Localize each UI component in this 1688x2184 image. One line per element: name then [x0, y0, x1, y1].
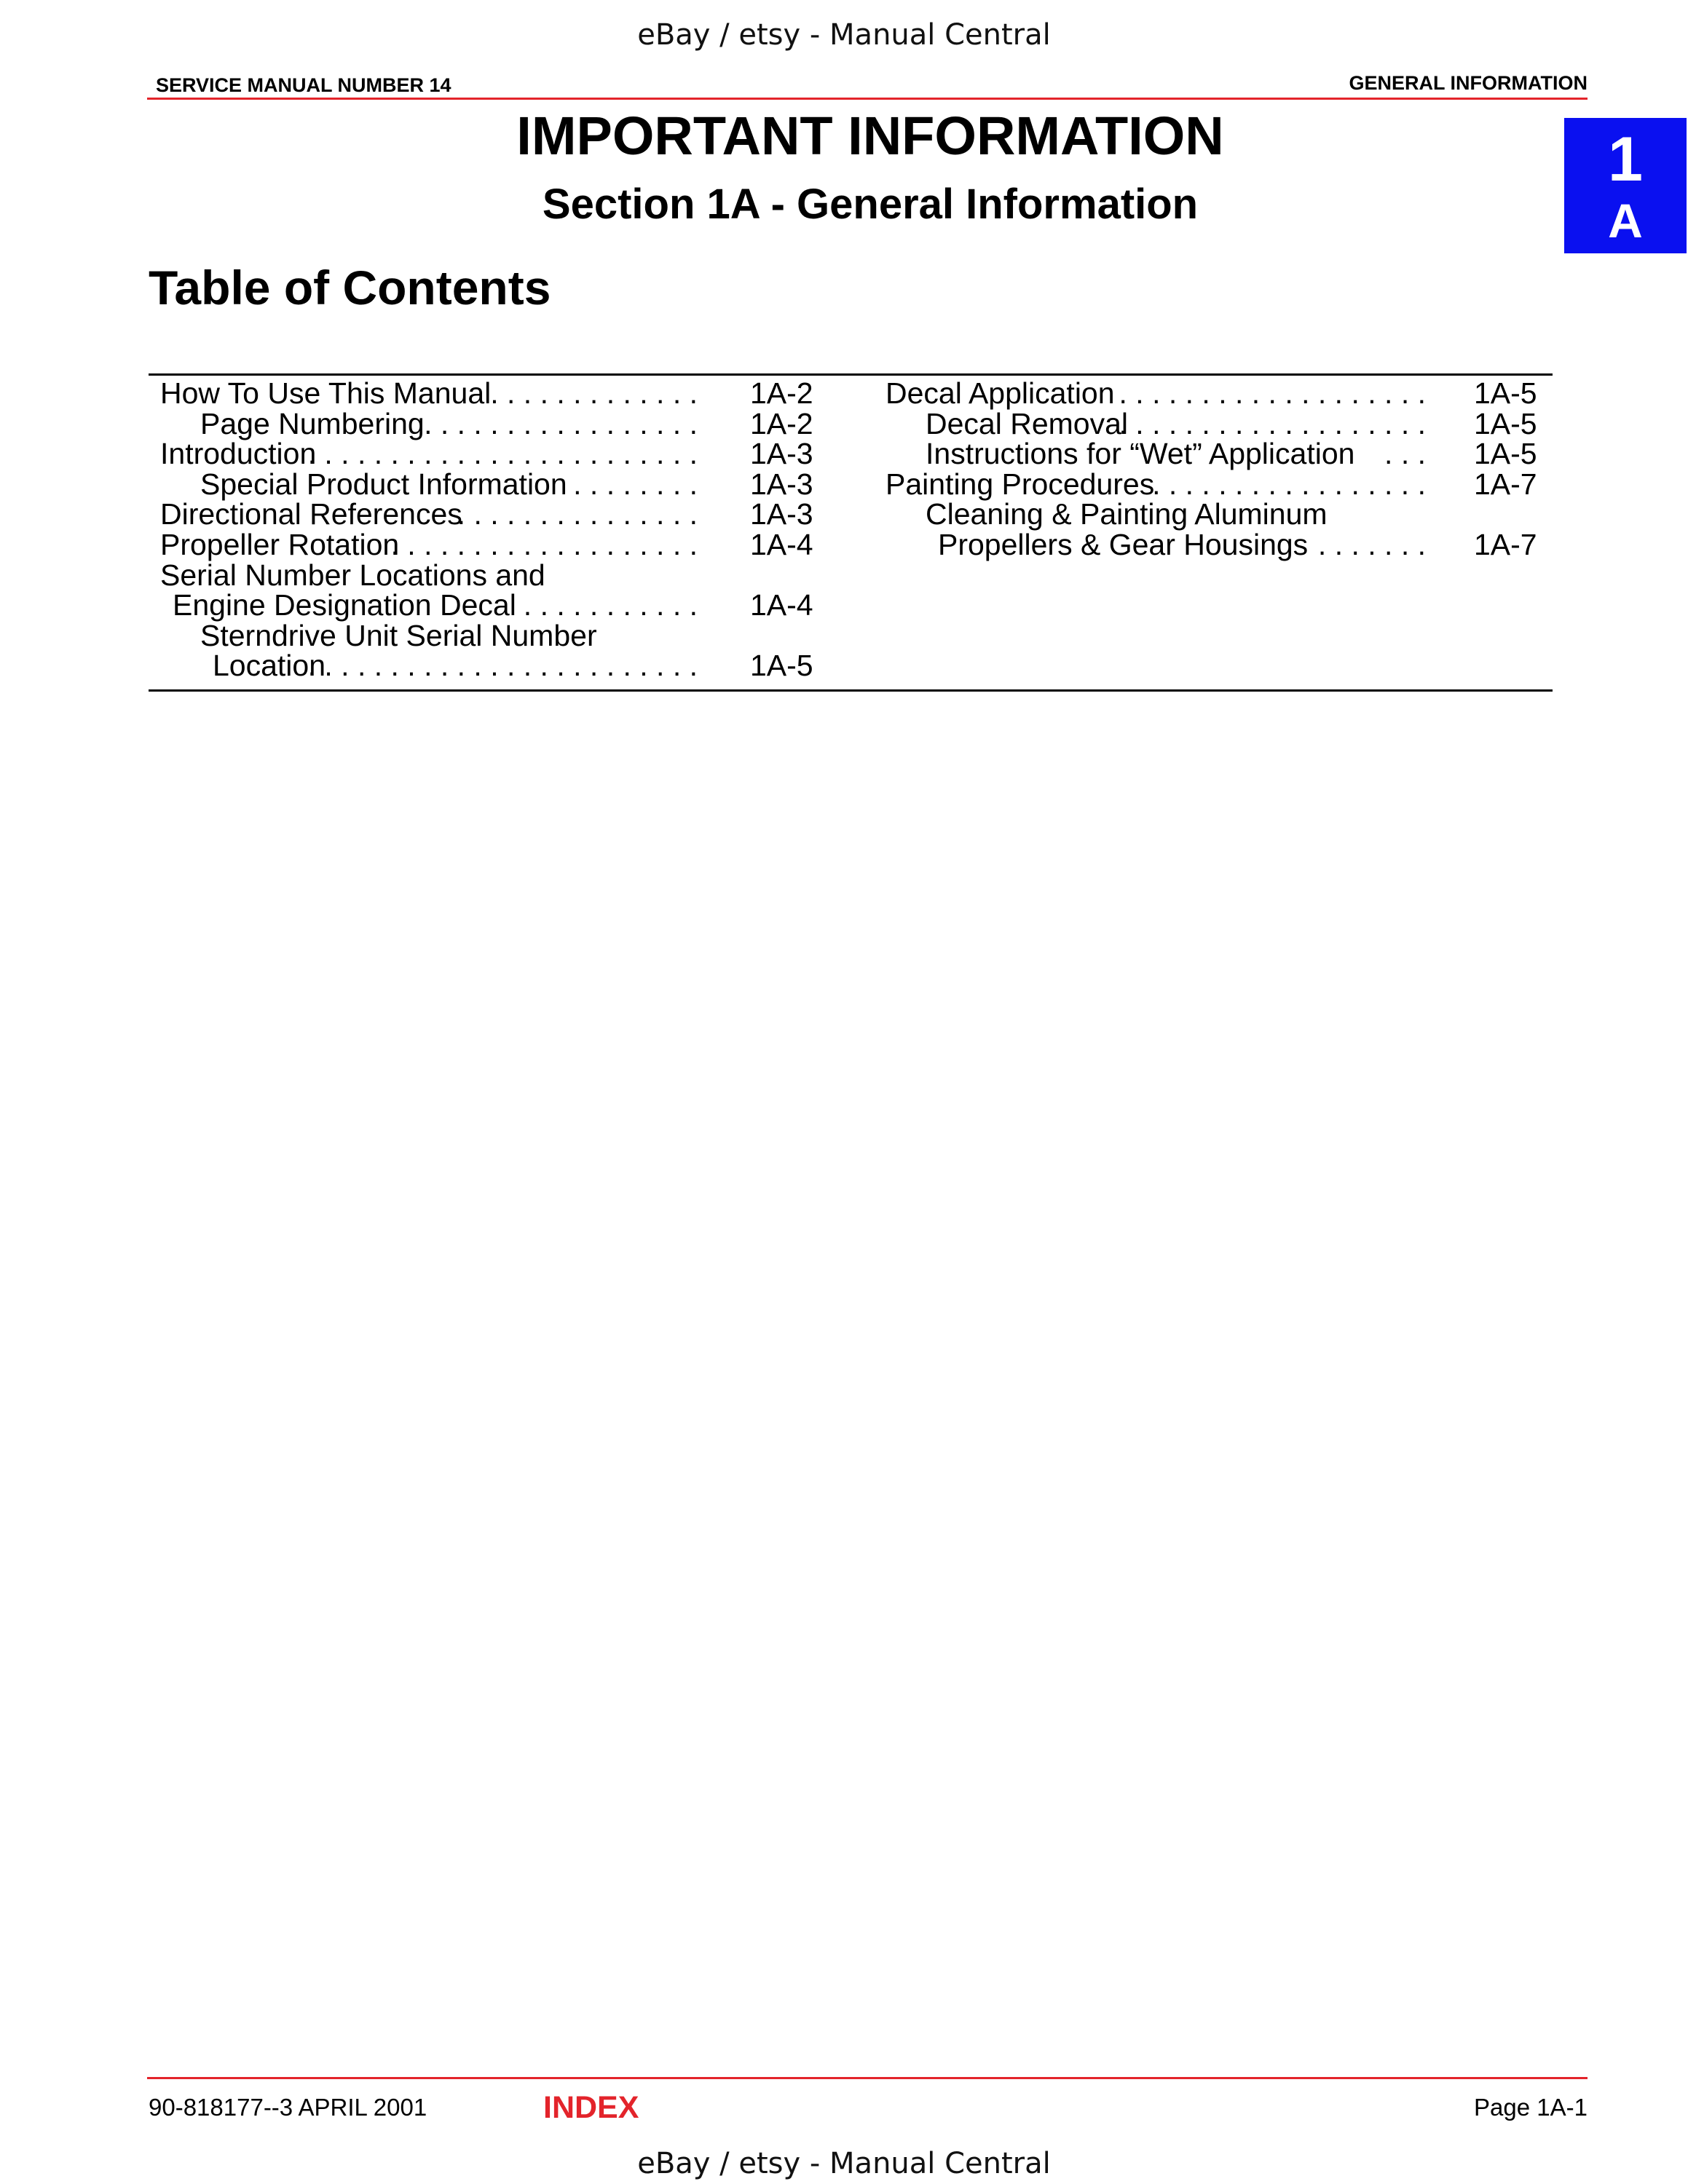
toc-entry-page[interactable]: 1A-5 [750, 649, 813, 683]
toc-entry-leader: . . . . . . . . . . . . . . . . . . . . . . . . [307, 437, 698, 471]
toc-left-column [160, 376, 830, 683]
toc-entry-page[interactable]: 1A-3 [750, 467, 813, 501]
toc-entry-leader: . . . . . . . . . . . . . . . . . . . [1119, 376, 1426, 410]
toc-entry-title: Serial Number Locations and [160, 558, 545, 592]
toc-entry[interactable] [160, 467, 830, 501]
toc-entry-leader: . . . . . . . [1317, 527, 1426, 561]
watermark-top: eBay / etsy - Manual Central [637, 18, 1051, 52]
toc-entry-title: Decal Removal [926, 406, 1128, 440]
toc-entry [160, 618, 830, 652]
toc-heading: Table of Contents [149, 261, 551, 314]
toc-entry-page[interactable]: 1A-4 [750, 527, 813, 561]
page-title: IMPORTANT INFORMATION [516, 106, 1224, 166]
toc-entry[interactable] [160, 499, 830, 530]
toc-entry-page[interactable]: 1A-5 [1474, 376, 1537, 410]
toc-entry-page[interactable]: 1A-5 [1474, 437, 1537, 471]
toc-entry[interactable] [886, 467, 1555, 501]
toc-entry-page[interactable]: 1A-2 [750, 406, 813, 440]
toc-entry-page[interactable]: 1A-7 [1474, 527, 1537, 561]
toc-entry-title: Painting Procedures [886, 467, 1155, 501]
toc-entry-title: How To Use This Manual [160, 376, 492, 410]
toc-entry[interactable] [160, 406, 830, 440]
toc-entry-page[interactable]: 1A-3 [750, 437, 813, 471]
toc-entry-leader: . . . . . . . . . . . . . . . . . [424, 406, 698, 440]
toc-entry-page[interactable]: 1A-4 [750, 588, 813, 622]
toc-entry[interactable] [886, 527, 1555, 561]
running-header-left: SERVICE MANUAL NUMBER 14 [156, 74, 451, 96]
toc-entry[interactable] [160, 590, 830, 621]
toc-entry-leader: . . . . . . . . . . . . . [490, 376, 698, 410]
toc-entry-page[interactable]: 1A-7 [1474, 467, 1537, 501]
index-link[interactable]: INDEX [543, 2090, 639, 2125]
toc-bottom-rule [149, 689, 1553, 692]
toc-entry [160, 558, 830, 592]
toc-entry-leader: . . . . . . . . . . . . . . . . . . . [1119, 406, 1426, 440]
toc-entry-title: Special Product Information [200, 467, 567, 501]
toc-entry[interactable] [886, 439, 1555, 470]
toc-entry-leader: . . . . . . . . [573, 467, 698, 501]
toc-entry-title: Directional References [160, 497, 462, 531]
toc-entry-leader: . . . . . . . . . . . . . . . [457, 497, 698, 531]
toc-entry[interactable] [886, 376, 1555, 410]
footer-doc-number: 90-818177--3 APRIL 2001 [149, 2094, 427, 2121]
toc-right-column [886, 376, 1555, 561]
footer-page-number: Page 1A-1 [1474, 2094, 1588, 2121]
toc-entry-title: Sterndrive Unit Serial Number [200, 618, 597, 652]
toc-entry [886, 499, 1555, 530]
toc-entry[interactable] [886, 406, 1555, 440]
toc-entry-leader: . . . . . . . . . . . . . . . . . . . [390, 527, 698, 561]
toc-entry-title: Propeller Rotation [160, 527, 400, 561]
toc-entry-title: Location [213, 649, 326, 683]
toc-entry-leader: . . . [1384, 437, 1426, 471]
toc-entry-title: Instructions for “Wet” Application [926, 437, 1355, 471]
section-tab-letter: A [1608, 194, 1643, 248]
toc-entry-title: Propellers & Gear Housings [938, 527, 1309, 561]
toc-entry-title: Introduction [160, 437, 317, 471]
toc-entry-page[interactable]: 1A-3 [750, 497, 813, 531]
toc-entry-title: Cleaning & Painting Aluminum [926, 497, 1328, 531]
toc-entry-title: Decal Application [886, 376, 1115, 410]
header-rule [147, 98, 1588, 100]
toc-entry-title: Page Numbering [200, 406, 425, 440]
toc-entry-leader: . . . . . . . . . . . . . . . . . . . . . . . . [307, 649, 698, 683]
toc-entry[interactable] [160, 651, 830, 681]
section-title: Section 1A - General Information [542, 181, 1199, 228]
toc-top-rule [149, 373, 1553, 376]
toc-entry-leader: . . . . . . . . . . . [523, 588, 698, 622]
toc-entry[interactable] [160, 527, 830, 561]
toc-entry-title: Engine Designation Decal [173, 588, 516, 622]
toc-entry-leader: . . . . . . . . . . . . . . . . . [1152, 467, 1426, 501]
section-tab-number: 1 [1608, 124, 1643, 194]
watermark-bottom: eBay / etsy - Manual Central [637, 2147, 1051, 2180]
toc-entry-page[interactable]: 1A-5 [1474, 406, 1537, 440]
section-tab [1564, 118, 1687, 253]
running-header-right: GENERAL INFORMATION [1349, 72, 1588, 94]
toc-entry[interactable] [160, 439, 830, 470]
footer-rule [147, 2077, 1588, 2079]
toc-entry-page[interactable]: 1A-2 [750, 376, 813, 410]
toc-entry[interactable] [160, 376, 830, 410]
